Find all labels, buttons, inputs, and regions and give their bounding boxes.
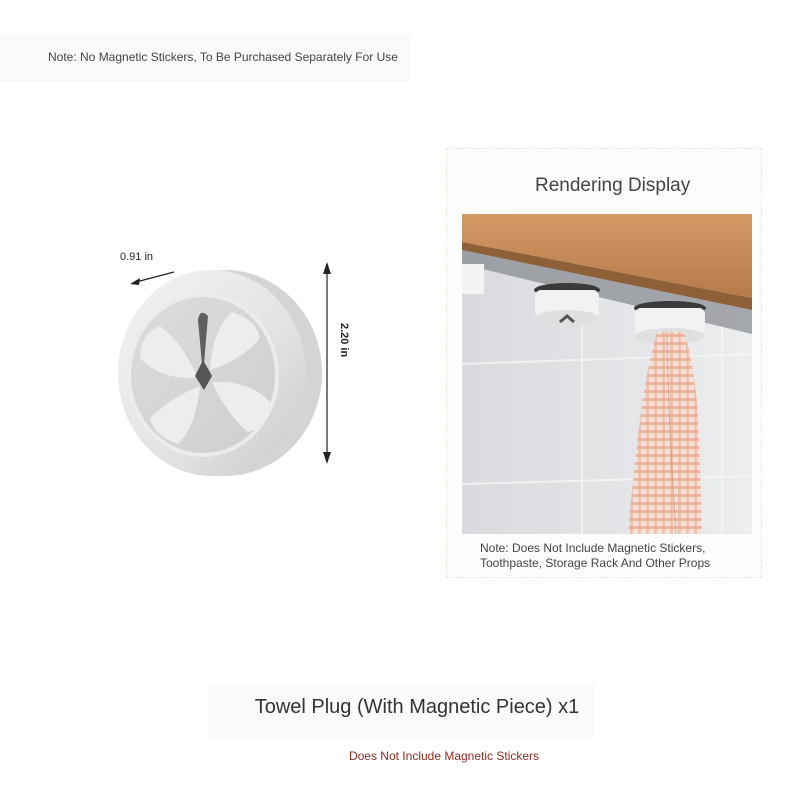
towel-hook-illustration (100, 230, 400, 490)
product-sub-caption: Does Not Include Magnetic Stickers (348, 749, 540, 763)
rendering-display-title: Rendering Display (535, 175, 691, 196)
width-dimension-label: 0.91 in (120, 251, 154, 263)
usage-photo (462, 214, 752, 534)
height-dimension-label: 2.20 in (338, 323, 350, 358)
photo-note: Note: Does Not Include Magnetic Stickers, Toothpaste, Storage Rack And Other Props (480, 541, 711, 570)
product-caption: Towel Plug (With Magnetic Piece) x1 (254, 696, 580, 718)
top-note: Note: No Magnetic Stickers, To Be Purchased Separately For Use (48, 50, 398, 64)
